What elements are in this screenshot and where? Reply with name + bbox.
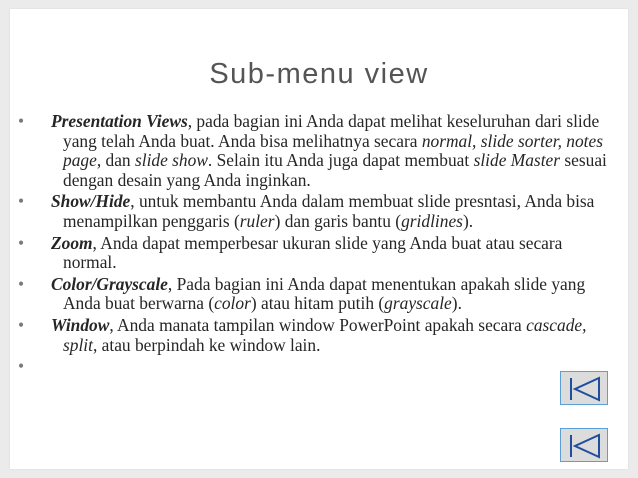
list-item (18, 275, 610, 314)
first-slide-button[interactable] (560, 428, 608, 462)
menu-term: Window (51, 314, 110, 335)
bullet-marker: • (18, 356, 25, 377)
text-segment: sesuai dengan desain yang Anda inginkan. (63, 150, 607, 190)
menu-term: Zoom (51, 232, 93, 253)
menu-term: Color/Grayscale (51, 273, 168, 294)
list-item-empty (18, 357, 610, 377)
bullet-marker: • (18, 314, 25, 335)
list-item (18, 316, 610, 355)
text-segment: ) dan garis bantu ( (274, 210, 402, 231)
text-segment: ). (451, 293, 462, 314)
previous-slide-button[interactable] (560, 371, 608, 405)
text-segment: , Anda dapat memperbesar ukuran slide yang Anda buat atau secara normal. (63, 232, 563, 273)
bullet-marker: • (18, 111, 25, 131)
bullet-list (18, 112, 610, 379)
go-to-first-icon (567, 433, 603, 459)
text-segment: gridlines (401, 210, 463, 231)
text-segment: ). (462, 210, 474, 231)
text-segment: ruler (239, 210, 275, 231)
text-segment: slide Master (473, 150, 561, 171)
text-segment: ) atau hitam putih ( (250, 293, 385, 314)
text-segment: , pada bagian ini Anda dapat melihat keseluruhan dari slide yang telah Anda buat. Anda bisa melihatnya secara (63, 111, 600, 151)
text-segment: slide show (134, 150, 208, 171)
list-item (18, 234, 610, 273)
text-segment: , atau berpindah ke window lain. (92, 334, 321, 355)
menu-term: Show/Hide (51, 191, 131, 212)
text-segment: grayscale (384, 293, 452, 314)
list-item (18, 192, 610, 231)
text-segment: . Selain itu Anda juga dapat membuat (207, 150, 474, 171)
text-segment: , Pada bagian ini Anda dapat menentukan apakah slide yang Anda buat berwarna ( (63, 273, 586, 314)
text-segment: normal, slide sorter, notes page (63, 130, 603, 171)
text-segment: , Anda manata tampilan window PowerPoint apakah secara (109, 314, 527, 335)
menu-term: Presentation Views (51, 111, 188, 131)
text-segment: , dan (96, 150, 135, 171)
text-segment: cascade, split (63, 314, 587, 355)
list-item (18, 112, 610, 190)
slide-title: Sub-menu view (209, 58, 429, 90)
text-segment: color (214, 293, 251, 314)
bullet-marker: • (18, 191, 25, 212)
bullet-marker: • (18, 273, 25, 294)
bullet-marker: • (18, 232, 25, 253)
skip-back-icon (567, 376, 603, 402)
text-segment: , untuk membantu Anda dalam membuat slide presntasi, Anda bisa menampilkan penggaris ( (63, 191, 595, 231)
